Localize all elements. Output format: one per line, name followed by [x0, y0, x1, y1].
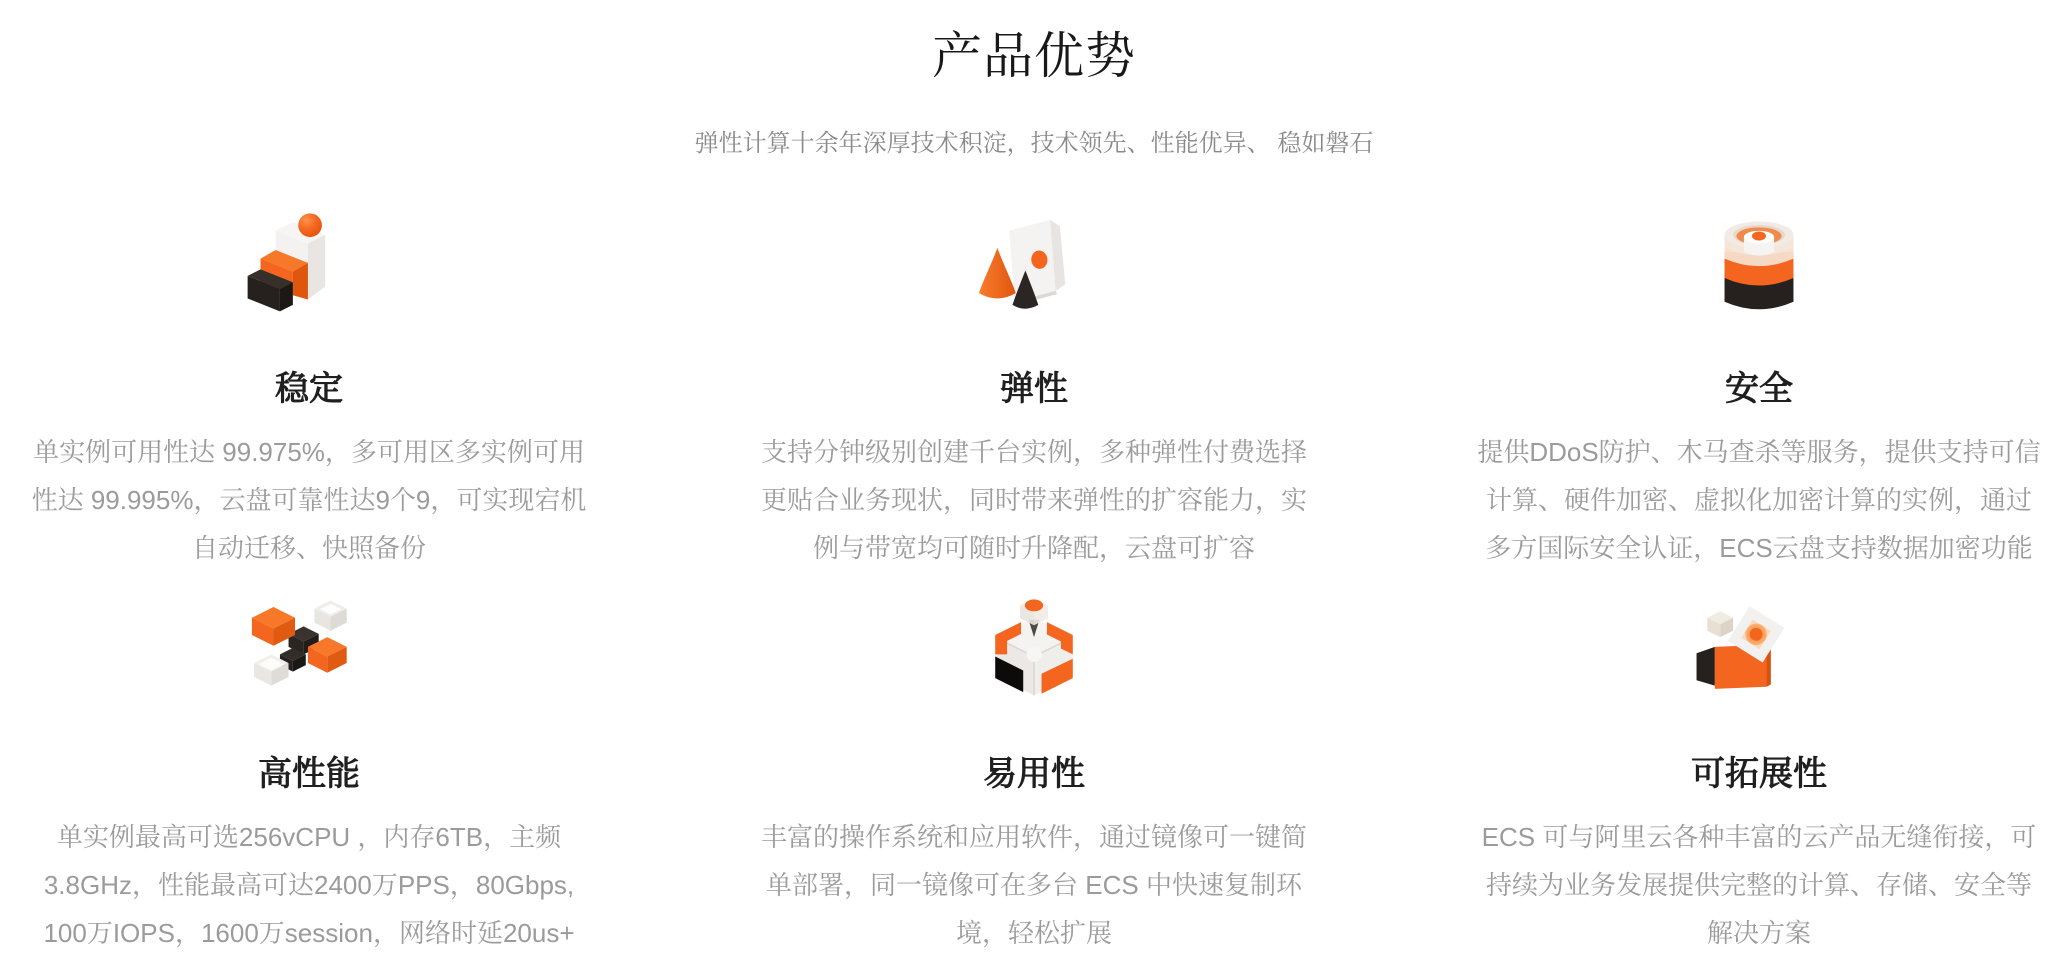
- feature-card-security: [1477, 207, 2042, 572]
- feature-card-elasticity: [752, 207, 1317, 572]
- feature-title: 弹性: [1000, 370, 1068, 408]
- stability-stairs-icon: [27, 207, 592, 335]
- features-grid: [0, 207, 2068, 957]
- feature-card-extensibility: [1477, 592, 2042, 957]
- feature-description: 单实例最高可选256vCPU ，内存6TB，主频3.8GHz，性能最高可达2400万PPS，80Gbps, 100万IOPS，1600万session，网络时延20us+: [43, 822, 575, 948]
- feature-title: 高性能: [258, 755, 360, 793]
- elasticity-cones-panel-icon: [752, 207, 1317, 335]
- feature-card-usability: [752, 592, 1317, 957]
- security-cylinder-icon: [1477, 207, 2042, 335]
- section-subtitle: 弹性计算十余年深厚技术积淀，技术领先、性能优异、 稳如磐石: [694, 130, 1374, 157]
- feature-description: 单实例可用性达 99.975%，多可用区多实例可用性达 99.995%，云盘可靠性达9个9，可实现宕机自动迁移、快照备份: [31, 437, 587, 563]
- performance-cubes-icon: [27, 592, 592, 720]
- feature-title: 可拓展性: [1691, 755, 1827, 793]
- feature-card-performance: [27, 592, 592, 957]
- feature-card-stability: [27, 207, 592, 572]
- feature-description: ECS 可与阿里云各种丰富的云产品无缝衔接，可持续为业务发展提供完整的计算、存储、安全等解决方案: [1481, 822, 2037, 948]
- section-title: 产品优势: [932, 28, 1136, 84]
- feature-description: 支持分钟级别创建千台实例，多种弹性付费选择更贴合业务现状，同时带来弹性的扩容能力，实例与带宽均可随时升降配，云盘可扩容: [760, 437, 1307, 563]
- feature-title: 安全: [1725, 370, 1793, 408]
- feature-description: 提供DDoS防护、木马查杀等服务，提供支持可信计算、硬件加密、虚拟化加密计算的实例，通过多方国际安全认证，ECS云盘支持数据加密功能: [1477, 437, 2041, 563]
- feature-title: 易用性: [983, 755, 1085, 793]
- feature-description: 丰富的操作系统和应用软件，通过镜像可一键简单部署，同一镜像可在多台 ECS 中快速复制环境，轻松扩展: [760, 822, 1307, 948]
- feature-title: 稳定: [275, 370, 343, 408]
- usability-hexbox-icon: [752, 592, 1317, 720]
- extensibility-box-frame-icon: [1477, 592, 2042, 720]
